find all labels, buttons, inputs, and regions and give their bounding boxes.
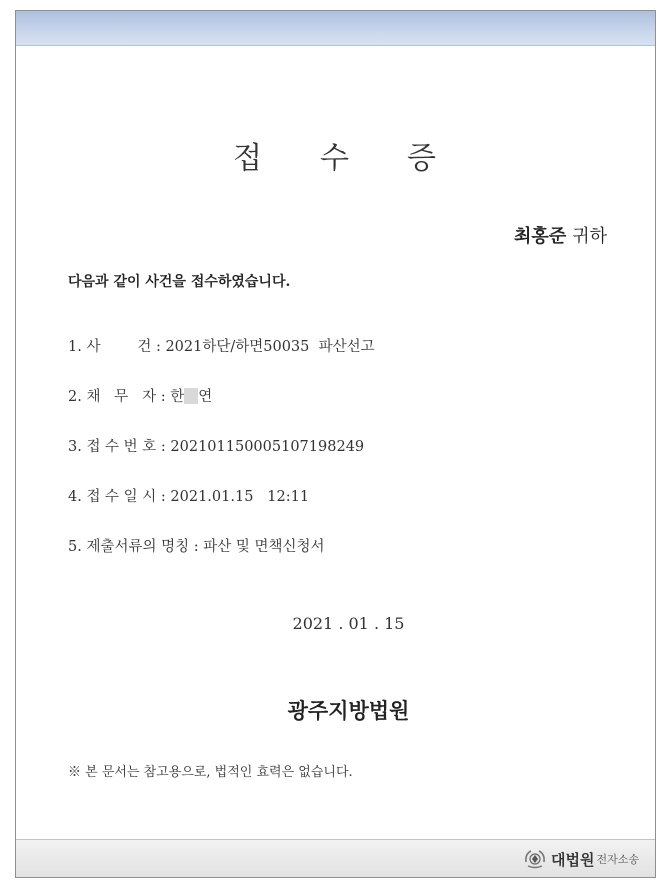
item-value: 파산 및 면책신청서 bbox=[203, 539, 325, 555]
document-title bbox=[16, 133, 655, 177]
item-value: 2021.01.15 12:11 bbox=[170, 489, 310, 505]
title-char: 접 bbox=[233, 141, 264, 176]
item-receipt-datetime bbox=[68, 485, 309, 506]
logo-sub-text: 전자소송 bbox=[596, 853, 639, 866]
item-value: 2021하단/하면50035 파산선고 bbox=[165, 339, 375, 355]
issue-date: 2021 . 01 . 15 bbox=[292, 614, 405, 633]
title-char: 수 bbox=[320, 141, 351, 176]
item-value-post: 연 bbox=[198, 389, 213, 405]
item-value-pre: 한 bbox=[170, 389, 185, 405]
header-band bbox=[16, 11, 655, 46]
item-label: 3. 접 수 번 호 : bbox=[68, 439, 171, 455]
item-label: 2. 채 무 자 : bbox=[68, 389, 171, 405]
intro-text: 다음과 같이 사건을 접수하였습니다. bbox=[68, 274, 291, 290]
item-label: 5. 제출서류의 명칭 : bbox=[68, 539, 204, 555]
title-char: 증 bbox=[406, 141, 438, 176]
supreme-court-logo bbox=[523, 848, 639, 870]
document-frame bbox=[15, 10, 656, 878]
redaction-mask bbox=[184, 388, 198, 404]
item-debtor bbox=[68, 385, 212, 406]
footer-bar bbox=[16, 839, 655, 877]
recipient-suffix: 귀하 bbox=[572, 226, 607, 247]
disclaimer-notice: ※ 본 문서는 참고용으로, 법적인 효력은 없습니다. bbox=[68, 765, 353, 780]
item-receipt-number bbox=[68, 435, 364, 456]
item-value: 20210115000510719​8249 bbox=[170, 439, 365, 455]
item-case bbox=[68, 335, 375, 356]
court-emblem-icon bbox=[523, 848, 547, 870]
recipient-name: 최홍준 bbox=[514, 226, 567, 247]
item-label: 4. 접 수 일 시 : bbox=[68, 489, 171, 505]
logo-main-text: 대법원 bbox=[551, 850, 595, 869]
item-document-name bbox=[68, 535, 325, 556]
recipient bbox=[514, 222, 607, 248]
court-name: 광주지방법원 bbox=[287, 698, 410, 723]
item-label: 1. 사 건 : bbox=[68, 339, 166, 355]
